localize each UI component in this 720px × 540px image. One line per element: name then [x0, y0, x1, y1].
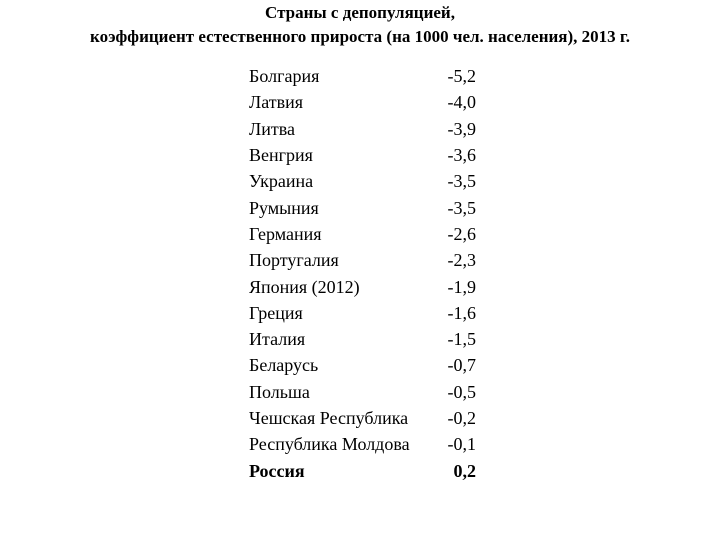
table-body [249, 63, 476, 484]
table-row [249, 405, 476, 431]
page-title: Страны с депопуляцией, [265, 3, 455, 22]
country-name: Португалия [249, 250, 339, 271]
country-name: Италия [249, 329, 306, 350]
natural-growth-value: -1,5 [447, 329, 476, 350]
natural-growth-value: -1,6 [447, 302, 476, 323]
country-name: Румыния [249, 197, 319, 218]
country-name: Литва [249, 118, 295, 139]
natural-growth-value: -0,1 [447, 434, 476, 455]
table-row [249, 247, 476, 273]
natural-growth-value: -0,7 [447, 355, 476, 376]
natural-growth-value: -2,6 [447, 223, 476, 244]
natural-growth-value: -0,5 [447, 381, 476, 402]
country-name: Латвия [249, 92, 304, 113]
table-row [249, 352, 476, 378]
table-row [249, 63, 476, 89]
table-row [249, 194, 476, 220]
table-row [249, 142, 476, 168]
country-name: Польша [249, 381, 310, 402]
table-row [249, 300, 476, 326]
depopulation-table [249, 63, 476, 484]
country-name: Германия [249, 223, 322, 244]
page-subtitle: коэффициент естественного прироста (на 1000 чел. населения), 2013 г. [90, 27, 630, 46]
country-name: Греция [249, 302, 303, 323]
natural-growth-value: -3,9 [447, 118, 476, 139]
table-row [249, 273, 476, 299]
natural-growth-value: -3,6 [447, 145, 476, 166]
natural-growth-value: -0,2 [447, 408, 476, 428]
table-row [249, 379, 476, 405]
table-row [249, 168, 476, 194]
country-name: Беларусь [249, 355, 319, 376]
natural-growth-value: 0,2 [453, 460, 476, 481]
country-name: Болгария [249, 66, 320, 87]
table-row [249, 326, 476, 352]
country-name: Япония (2012) [249, 276, 360, 297]
country-name: Россия [249, 460, 305, 481]
table-row [249, 457, 476, 483]
natural-growth-value: -1,9 [447, 276, 476, 297]
country-name: Венгрия [249, 145, 313, 166]
country-name: Республика Молдова [249, 434, 410, 455]
table-row [249, 89, 476, 115]
natural-growth-value: -3,5 [447, 171, 476, 192]
natural-growth-value: -5,2 [447, 66, 476, 87]
table-row [249, 221, 476, 247]
country-name: Украина [249, 171, 314, 192]
table-row [249, 431, 476, 457]
natural-growth-value: -4,0 [447, 92, 476, 113]
table-row [249, 116, 476, 142]
natural-growth-value: -3,5 [447, 197, 476, 218]
country-name: Чешская Республика [249, 408, 409, 428]
natural-growth-value: -2,3 [447, 250, 476, 271]
